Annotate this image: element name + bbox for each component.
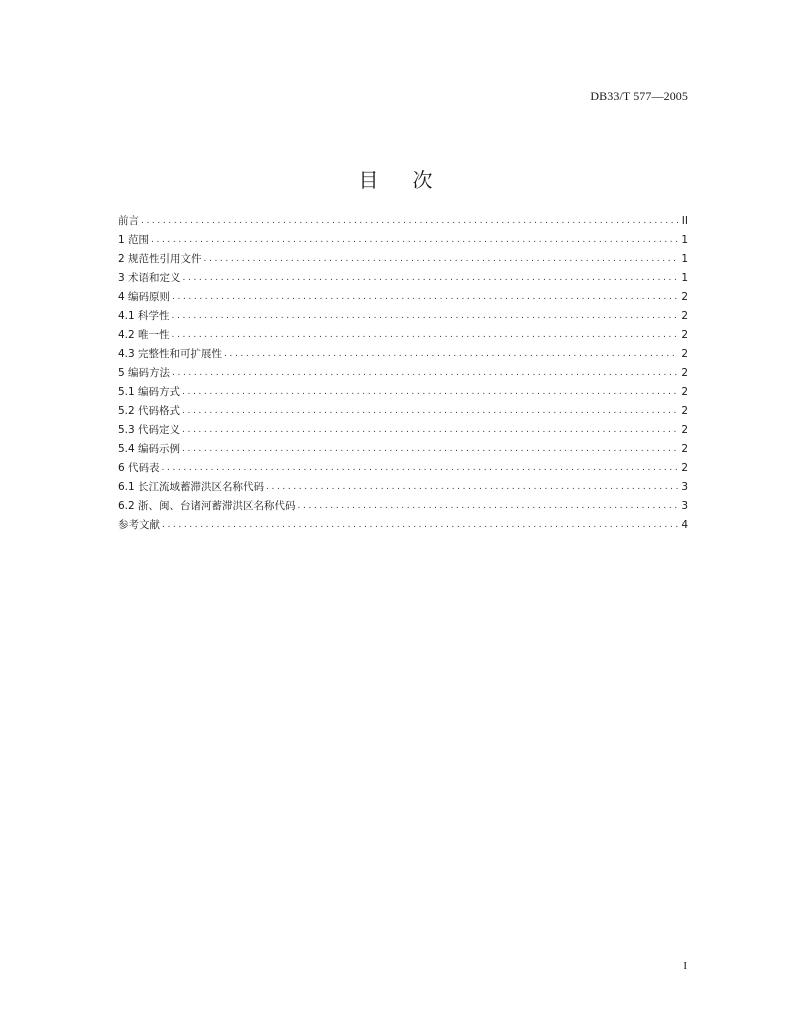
toc-leader-dots (172, 364, 678, 383)
toc-entry-label: 5.2 代码格式 (118, 405, 181, 417)
page-number: I (683, 960, 687, 972)
toc-entry-page: 2 (681, 405, 688, 417)
page-title (0, 164, 791, 193)
toc-leader-dots (183, 269, 678, 288)
toc-entry-references[interactable] (118, 516, 688, 535)
toc-leader-dots (266, 478, 678, 497)
toc-leader-dots (204, 250, 678, 269)
toc-leader-dots (141, 212, 678, 231)
toc-entry-5-3[interactable] (118, 421, 688, 440)
toc-entry-page: 2 (681, 424, 688, 436)
toc-entry-label: 5.3 代码定义 (118, 424, 181, 436)
toc-entry-5-2[interactable] (118, 402, 688, 421)
toc-leader-dots (298, 497, 678, 516)
toc-entry-page: 1 (681, 234, 688, 246)
toc-entry-label: 4.1 科学性 (118, 310, 170, 322)
toc-leader-dots (172, 307, 678, 326)
toc-entry-label: 6 代码表 (118, 462, 160, 474)
toc-entry-page: 2 (681, 348, 688, 360)
toc-entry-page: II (681, 215, 688, 227)
toc-entry-5-4[interactable] (118, 440, 688, 459)
toc-entry-page: 1 (681, 272, 688, 284)
toc-entry-foreword[interactable] (118, 212, 688, 231)
toc-entry-6-1[interactable] (118, 478, 688, 497)
toc-entry-label: 1 范围 (118, 234, 150, 246)
toc-entry-6-2[interactable] (118, 497, 688, 516)
toc-entry-label: 5.1 编码方式 (118, 386, 181, 398)
toc-leader-dots (182, 440, 678, 459)
toc-entry-page: 2 (681, 462, 688, 474)
toc-entry-page: 3 (681, 481, 688, 493)
toc-entry-4[interactable] (118, 288, 688, 307)
toc-leader-dots (182, 421, 678, 440)
toc-entry-page: 4 (681, 519, 688, 531)
toc-entry-page: 2 (681, 310, 688, 322)
toc-entry-label: 4 编码原则 (118, 291, 171, 303)
toc-entry-label: 6.1 长江流域蓄滞洪区名称代码 (118, 481, 265, 493)
toc-leader-dots (162, 459, 678, 478)
toc-entry-page: 2 (681, 443, 688, 455)
toc-leader-dots (162, 516, 678, 535)
toc-entry-label: 参考文献 (118, 519, 160, 531)
toc-entry-label: 5 编码方法 (118, 367, 171, 379)
toc-entry-4-3[interactable] (118, 345, 688, 364)
toc-entry-5[interactable] (118, 364, 688, 383)
toc-leader-dots (151, 231, 678, 250)
toc-entry-label: 4.2 唯一性 (118, 329, 170, 341)
toc-entry-1[interactable] (118, 231, 688, 250)
toc-entry-label: 6.2 浙、闽、台诸河蓄滞洪区名称代码 (118, 500, 296, 512)
toc-entry-page: 2 (681, 291, 688, 303)
toc-entry-page: 2 (681, 329, 688, 341)
toc-entry-4-1[interactable] (118, 307, 688, 326)
toc-entry-3[interactable] (118, 269, 688, 288)
toc-entry-label: 前言 (118, 215, 139, 227)
toc-entry-4-2[interactable] (118, 326, 688, 345)
toc-entry-5-1[interactable] (118, 383, 688, 402)
toc-leader-dots (172, 288, 678, 307)
toc-leader-dots (172, 326, 678, 345)
toc-entry-2[interactable] (118, 250, 688, 269)
toc-entry-label: 2 规范性引用文件 (118, 253, 202, 265)
toc-entry-page: 3 (681, 500, 688, 512)
toc-leader-dots (182, 402, 678, 421)
toc-entry-label: 4.3 完整性和可扩展性 (118, 348, 223, 360)
toc-entry-6[interactable] (118, 459, 688, 478)
toc-entry-page: 2 (681, 367, 688, 379)
toc-entry-label: 5.4 编码示例 (118, 443, 181, 455)
toc-entry-page: 1 (681, 253, 688, 265)
title-char-2: 次 (412, 168, 433, 193)
toc-leader-dots (182, 383, 678, 402)
toc-leader-dots (224, 345, 678, 364)
toc-entry-page: 2 (681, 386, 688, 398)
table-of-contents (118, 212, 688, 535)
toc-entry-label: 3 术语和定义 (118, 272, 181, 284)
title-char-1: 目 (358, 168, 379, 193)
document-code: DB33/T 577—2005 (590, 89, 688, 103)
